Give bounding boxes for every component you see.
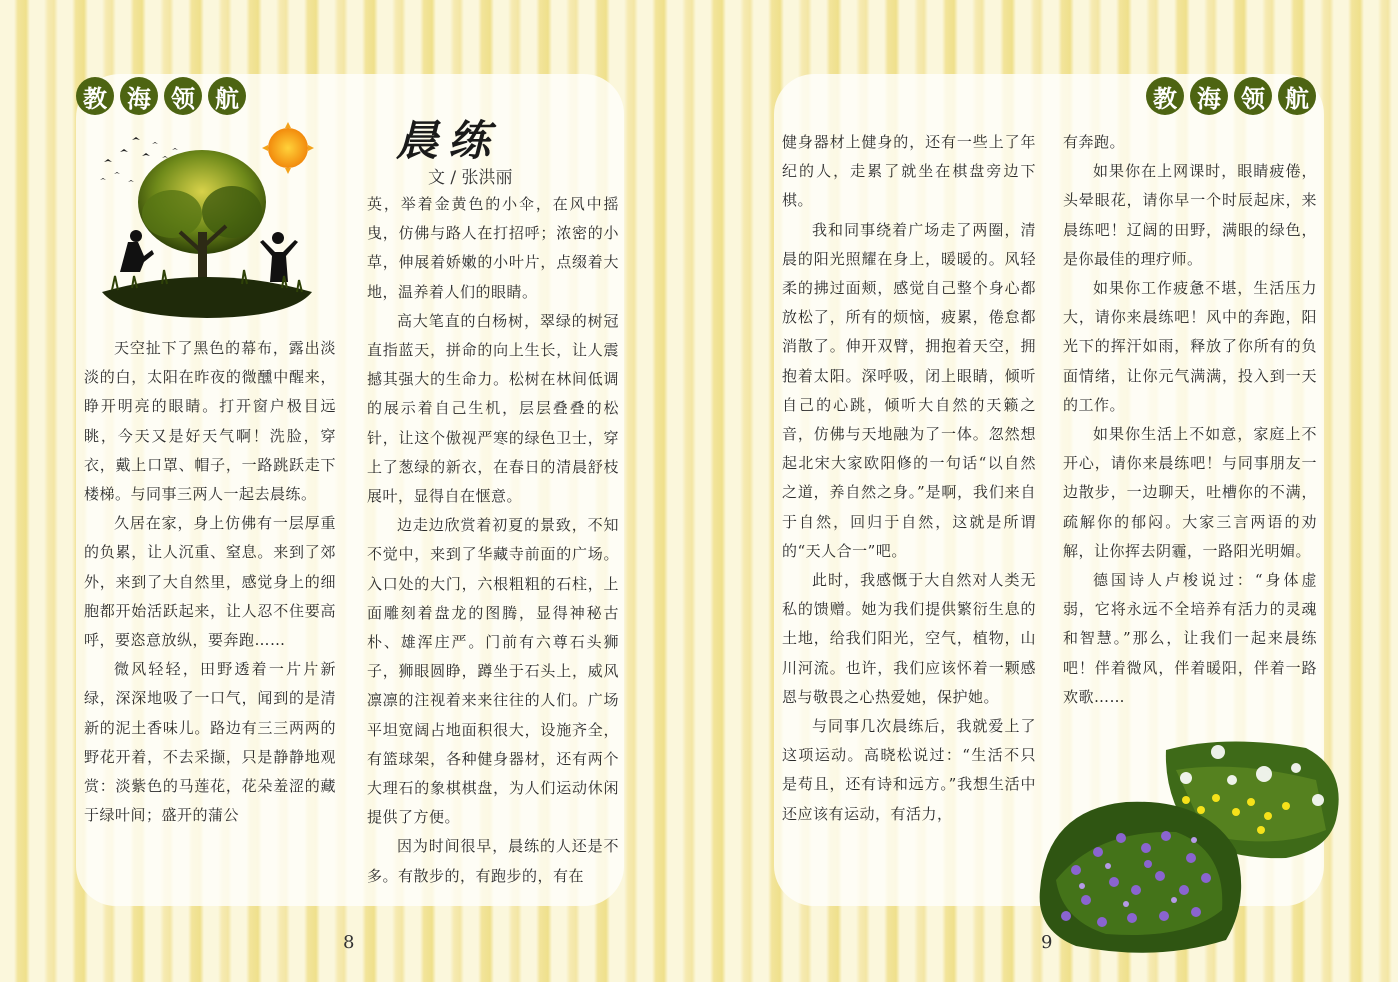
paragraph: 微风轻轻，田野透着一片片新绿，深深地吸了一口气，闻到的是清新的泥土香味儿。路边有三三两两的野花开着，不去采撷，只是静静地观赏：淡紫色的马莲花，花朵羞涩的藏于绿叶间；盛开的蒲公 bbox=[84, 660, 336, 825]
text-column-4 bbox=[1063, 128, 1317, 712]
banner-char: 海 bbox=[1190, 77, 1228, 115]
section-banner-left bbox=[76, 77, 246, 115]
banner-char: 教 bbox=[76, 77, 114, 115]
paragraph: 久居在家，身上仿佛有一层厚重的负累，让人沉重、窒息。来到了郊外，来到了大自然里，感觉身上的细胞都开始活跃起来，让人忍不住要高呼，要恣意放纵，要奔跑…… bbox=[84, 514, 336, 650]
banner-char: 教 bbox=[1146, 77, 1184, 115]
banner-char: 领 bbox=[164, 77, 202, 115]
banner-char: 海 bbox=[120, 77, 158, 115]
paragraph: 如果你生活上不如意，家庭上不开心，请你来晨练吧！与同事朋友一边散步，一边聊天，吐槽你的不满，疏解你的郁闷。大家三言两语的劝解，让你挥去阴霾，一路阳光明媚。 bbox=[1063, 425, 1317, 560]
banner-char: 航 bbox=[208, 77, 246, 115]
section-banner-right bbox=[1146, 77, 1316, 115]
paragraph: 边走边欣赏着初夏的景致，不知不觉中，来到了华藏寺前面的广场。入口处的大门，六根粗粗的石柱，上面雕刻着盘龙的图腾，显得神秘古朴、雄浑庄严。门前有六尊石头狮子，狮眼圆睁，蹲坐于石头上，威风凛凛的注视着来来往往的人们。广场平坦宽阔占地面积很大，设施齐全，有篮球架，各种健身器材，还有两个大理石的象棋棋盘，为人们运动休闲提供了方便。 bbox=[367, 516, 619, 827]
paragraph: 天空扯下了黑色的幕布，露出淡淡的白，太阳在昨夜的微醺中醒来，睁开明亮的眼睛。打开窗户极目远眺，今天又是好天气啊！洗脸，穿衣，戴上口罩、帽子，一路跳跃走下楼梯。与同事三两人一起去晨练。 bbox=[84, 339, 336, 504]
paragraph: 与同事几次晨练后，我就爱上了这项运动。高晓松说过：“生活不只是苟且，还有诗和远方。”我想生活中还应该有运动，有活力， bbox=[782, 717, 1036, 823]
page-number-right: 9 bbox=[1041, 932, 1053, 953]
text-column-3 bbox=[782, 128, 1036, 829]
paragraph: 此时，我感慨于大自然对人类无私的馈赠。她为我们提供繁衍生息的土地，给我们阳光，空气，植物，山川河流。也许，我们应该怀着一颗感恩与敬畏之心热爱她，保护她。 bbox=[782, 571, 1036, 706]
article-author: 文 / 张洪丽 bbox=[428, 168, 513, 188]
paragraph: 如果你在上网课时，眼睛疲倦，头晕眼花，请你早一个时辰起床，来晨练吧！辽阔的田野，满眼的绿色，是你最佳的理疗师。 bbox=[1063, 162, 1317, 268]
wildflowers-photo bbox=[1036, 740, 1346, 955]
paragraph: 德国诗人卢梭说过：“身体虚弱，它将永远不全培养有活力的灵魂和智慧。”那么，让我们一起来晨练吧！伴着微风，伴着暖阳，伴着一路欢歌…… bbox=[1063, 571, 1317, 706]
text-column-2 bbox=[367, 190, 619, 891]
tree-sun-illustration bbox=[92, 122, 322, 322]
text-column-1 bbox=[84, 334, 336, 830]
paragraph: 高大笔直的白杨树，翠绿的树冠直指蓝天，拼命的向上生长，让人震撼其强大的生命力。松树在林间低调的展示着自己生机，层层叠叠的松针，让这个傲视严寒的绿色卫士，穿上了葱绿的新衣，在春日的清晨舒枝展叶，显得自在惬意。 bbox=[367, 311, 619, 506]
paragraph: 我和同事绕着广场走了两圈，清晨的阳光照耀在身上，暖暖的。风轻柔的拂过面颊，感觉自己整个身心都放松了，所有的烦恼，疲累，倦怠都消散了。伸开双臂，拥抱着天空，拥抱着太阳。深呼吸，闭上眼睛，倾听自己的心跳，倾听大自然的天籁之音，仿佛与天地融为了一体。忽然想起北宋大家欧阳修的一句话“以自然之道，养自然之身。”是啊，我们来自于自然，回归于自然，这就是所谓的“天人合一”吧。 bbox=[782, 220, 1036, 560]
paragraph: 健身器材上健身的，还有一些上了年纪的人，走累了就坐在棋盘旁边下棋。 bbox=[782, 133, 1036, 210]
banner-char: 航 bbox=[1278, 77, 1316, 115]
article-title: 晨练 bbox=[396, 116, 501, 165]
paragraph: 如果你工作疲惫不堪，生活压力大，请你来晨练吧！风中的奔跑，阳光下的挥汗如雨，释放了你所有的负面情绪，让你元气满满，投入到一天的工作。 bbox=[1063, 279, 1317, 414]
banner-char: 领 bbox=[1234, 77, 1272, 115]
paragraph: 因为时间很早，晨练的人还是不多。有散步的，有跑步的，有在 bbox=[367, 837, 619, 885]
paragraph: 有奔跑。 bbox=[1063, 133, 1126, 151]
page-number-left: 8 bbox=[343, 932, 355, 953]
paragraph: 英，举着金黄色的小伞，在风中摇曳，仿佛与路人在打招呼；浓密的小草，伸展着娇嫩的小叶片，点缀着大地，温养着人们的眼睛。 bbox=[367, 195, 619, 301]
